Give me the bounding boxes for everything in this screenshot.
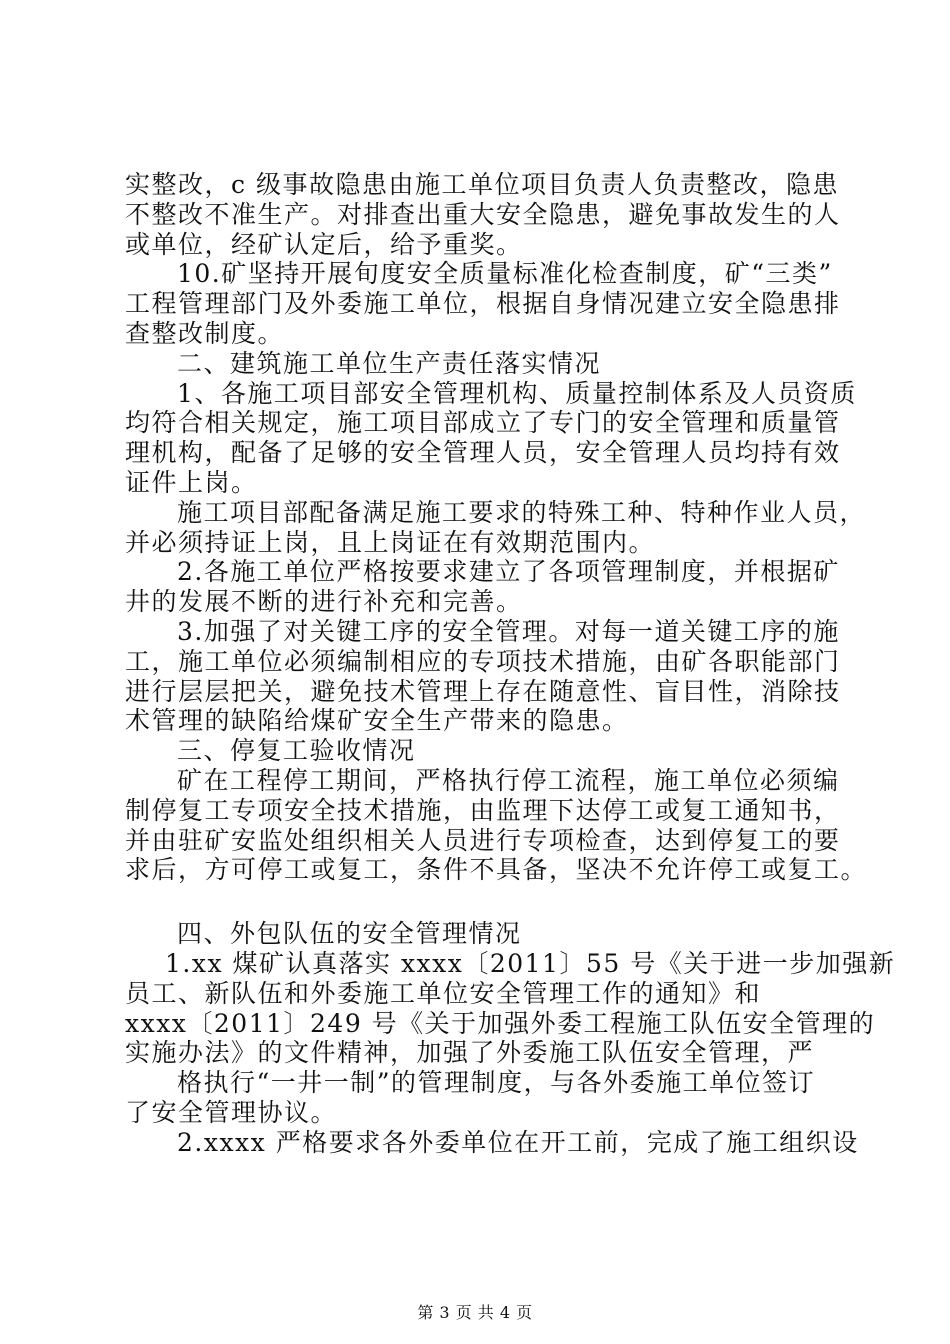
text-line: 术管理的缺陷给煤矿安全生产带来的隐患。	[125, 706, 629, 736]
text-line: 员工、新队伍和外委施工单位安全管理工作的通知》和	[125, 978, 762, 1008]
paragraph-gap	[125, 885, 845, 919]
page-number-footer: 第 3 页 共 4 页	[417, 1303, 533, 1322]
text-line: 了安全管理协议。	[125, 1097, 338, 1127]
text-line: 格执行“一井一制”的管理制度，与各外委施工单位签订	[177, 1068, 816, 1098]
text-line: 并由驻矿安监处组织相关人员进行专项检查，达到停复工的要	[125, 825, 841, 855]
text-line: 理机构，配备了足够的安全管理人员，安全管理人员均持有效	[125, 438, 841, 468]
text-line: 求后，方可停工或复工，条件不具备，坚决不允许停工或复工。	[125, 855, 868, 885]
text-line: xxxx〔2011〕249 号《关于加强外委工程施工队伍安全管理的	[125, 1008, 876, 1038]
section-heading: 四、外包队伍的安全管理情况	[177, 919, 522, 949]
text-line: 不整改不准生产。对排查出重大安全隐患，避免事故发生的人	[125, 199, 841, 229]
text-line: 2.各施工单位严格按要求建立了各项管理制度，并根据矿	[177, 557, 840, 587]
text-line: 证件上岗。	[125, 467, 258, 497]
text-line: 并必须持证上岗，且上岗证在有效期范围内。	[125, 527, 656, 557]
section-heading: 三、停复工验收情况	[177, 736, 416, 766]
text-line: 工程管理部门及外委施工单位，根据自身情况建立安全隐患排	[125, 289, 841, 319]
text-line: 1.xx 煤矿认真落实 xxxx〔2011〕55 号《关于进一步加强新	[165, 948, 896, 978]
text-line: 均符合相关规定，施工项目部成立了专门的安全管理和质量管	[125, 408, 841, 438]
text-line: 井的发展不断的进行补充和完善。	[125, 587, 523, 617]
body-text	[125, 170, 896, 1158]
text-line: 或单位，经矿认定后，给予重奖。	[125, 229, 523, 259]
text-line: 矿在工程停工期间，严格执行停工流程，施工单位必须编	[177, 765, 840, 795]
text-line: 进行层层把关，避免技术管理上存在随意性、盲目性，消除技	[125, 676, 841, 706]
text-line: 查整改制度。	[125, 318, 285, 348]
text-line: 实施办法》的文件精神，加强了外委施工队伍安全管理，严	[125, 1038, 815, 1068]
text-line: 实整改，c 级事故隐患由施工单位项目负责人负责整改，隐患	[125, 170, 839, 199]
text-line: 1、各施工项目部安全管理机构、质量控制体系及人员资质	[177, 378, 857, 408]
text-line: 制停复工专项安全技术措施，由监理下达停工或复工通知书，	[125, 795, 841, 825]
text-line: 施工项目部配备满足施工要求的特殊工种、特种作业人员，	[177, 497, 867, 527]
text-line: 工，施工单位必须编制相应的专项技术措施，由矿各职能部门	[125, 646, 841, 676]
text-line: 3.加强了对关键工序的安全管理。对每一道关键工序的施	[177, 616, 840, 646]
text-line: 2.xxxx 严格要求各外委单位在开工前，完成了施工组织设	[177, 1127, 859, 1157]
section-heading: 二、建筑施工单位生产责任落实情况	[177, 348, 602, 378]
text-line: 10.矿坚持开展旬度安全质量标准化检查制度，矿“三类”	[177, 259, 833, 289]
